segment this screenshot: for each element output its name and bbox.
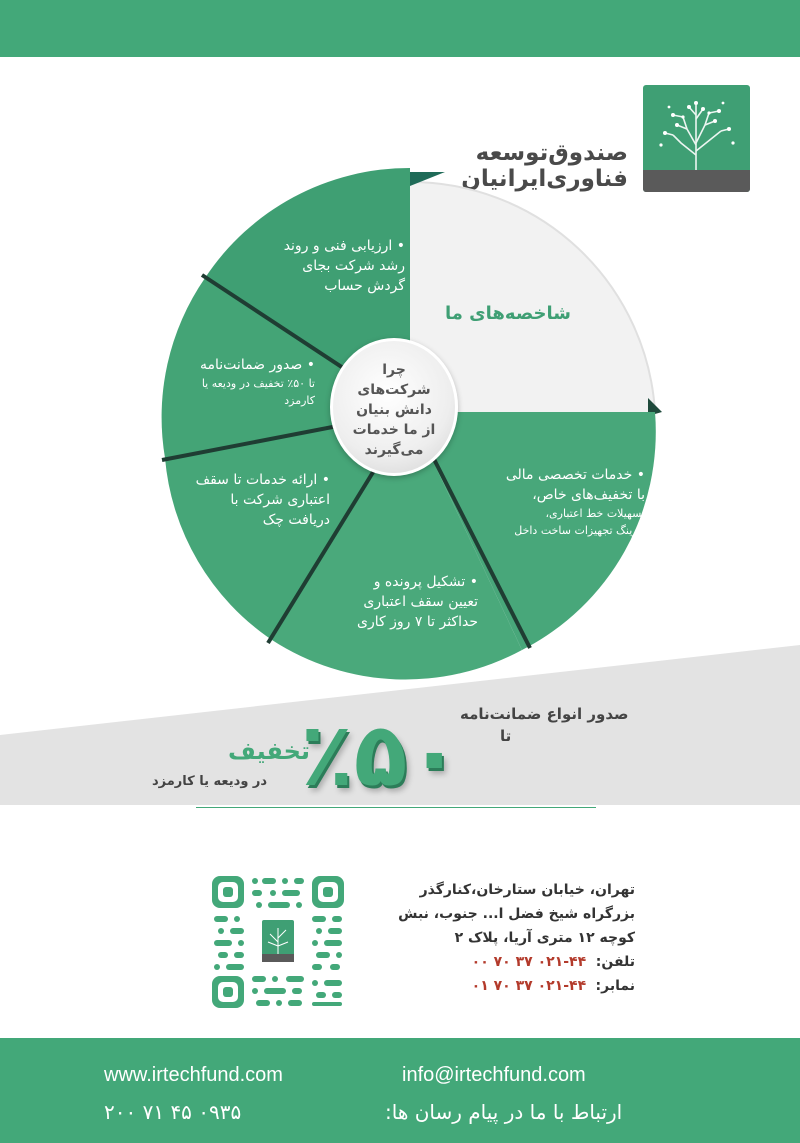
mobile-number[interactable]: ۰۹۳۵ ۴۵ ۷۱ ۲۰۰ bbox=[104, 1100, 242, 1124]
promo-percent: ٪۵۰ bbox=[300, 703, 462, 806]
phone-label: تلفن: bbox=[595, 954, 635, 970]
fax-label: نمابر: bbox=[595, 978, 635, 994]
website-link[interactable]: www.irtechfund.com bbox=[104, 1064, 283, 1086]
brand-line1: صندوق‌توسعه bbox=[475, 140, 628, 166]
qr-code-icon bbox=[212, 876, 344, 1008]
contact-address bbox=[398, 878, 635, 998]
segment-1-text: • ارزیابی فنی و روند رشد شرکت بجای گردش حساب bbox=[283, 238, 405, 294]
footer-band bbox=[0, 1038, 800, 1143]
fax-number: ۰۲۱-۴۴ ۳۷ ۷۰ ۰۱ bbox=[471, 978, 587, 994]
messenger-label: ارتباط با ما در پیام رسان ها: bbox=[385, 1100, 623, 1124]
address-line1: تهران، خیابان ستارخان،کنارگذر bbox=[419, 882, 635, 898]
promo-divider bbox=[196, 807, 596, 808]
promo-discount-label: تخفیف bbox=[228, 737, 310, 765]
segment-4-text: • تشکیل پرونده و تعیین سقف اعتباری حداکثر تا ۷ روز کاری bbox=[357, 574, 478, 630]
features-heading: شاخصه‌های ما bbox=[445, 303, 571, 324]
phone-row bbox=[398, 950, 635, 974]
center-question: چرا شرکت‌های دانش بنیان از ما خدمات می‌گیرند bbox=[352, 362, 436, 458]
phone-number[interactable]: ۰۲۱-۴۴ ۳۷ ۷۰ ۰۰ bbox=[471, 954, 587, 970]
segment-3-text: • ارائه خدمات تا سقف اعتباری شرکت با دریافت چک bbox=[195, 472, 330, 528]
fax-row bbox=[398, 974, 635, 998]
segment-5-text: • خدمات تخصصی مالی با تخفیف‌های خاص، تسهیلات خط اعتباری، لیزینگ تجهیزات ساخت داخل bbox=[505, 467, 645, 537]
promo-subtext: در ودیعه یا کارمزد bbox=[152, 774, 268, 789]
address-line2: بزرگراه شیخ فضل ا... جنوب، نبش bbox=[398, 906, 635, 922]
address-line3: کوچه ۱۲ متری آریا، پلاک ۲ bbox=[454, 930, 635, 946]
promo-heading: صدور انواع ضمانت‌نامه bbox=[460, 705, 629, 723]
segment-2-text: • صدور ضمانت‌نامه تا ۵۰٪ تخفیف در ودیعه یا کارمزد bbox=[200, 357, 315, 407]
promo-ta: تا bbox=[500, 727, 512, 745]
email-link[interactable]: info@irtechfund.com bbox=[402, 1064, 586, 1086]
brand-line2: فناوری‌ایرانیان bbox=[461, 166, 628, 192]
